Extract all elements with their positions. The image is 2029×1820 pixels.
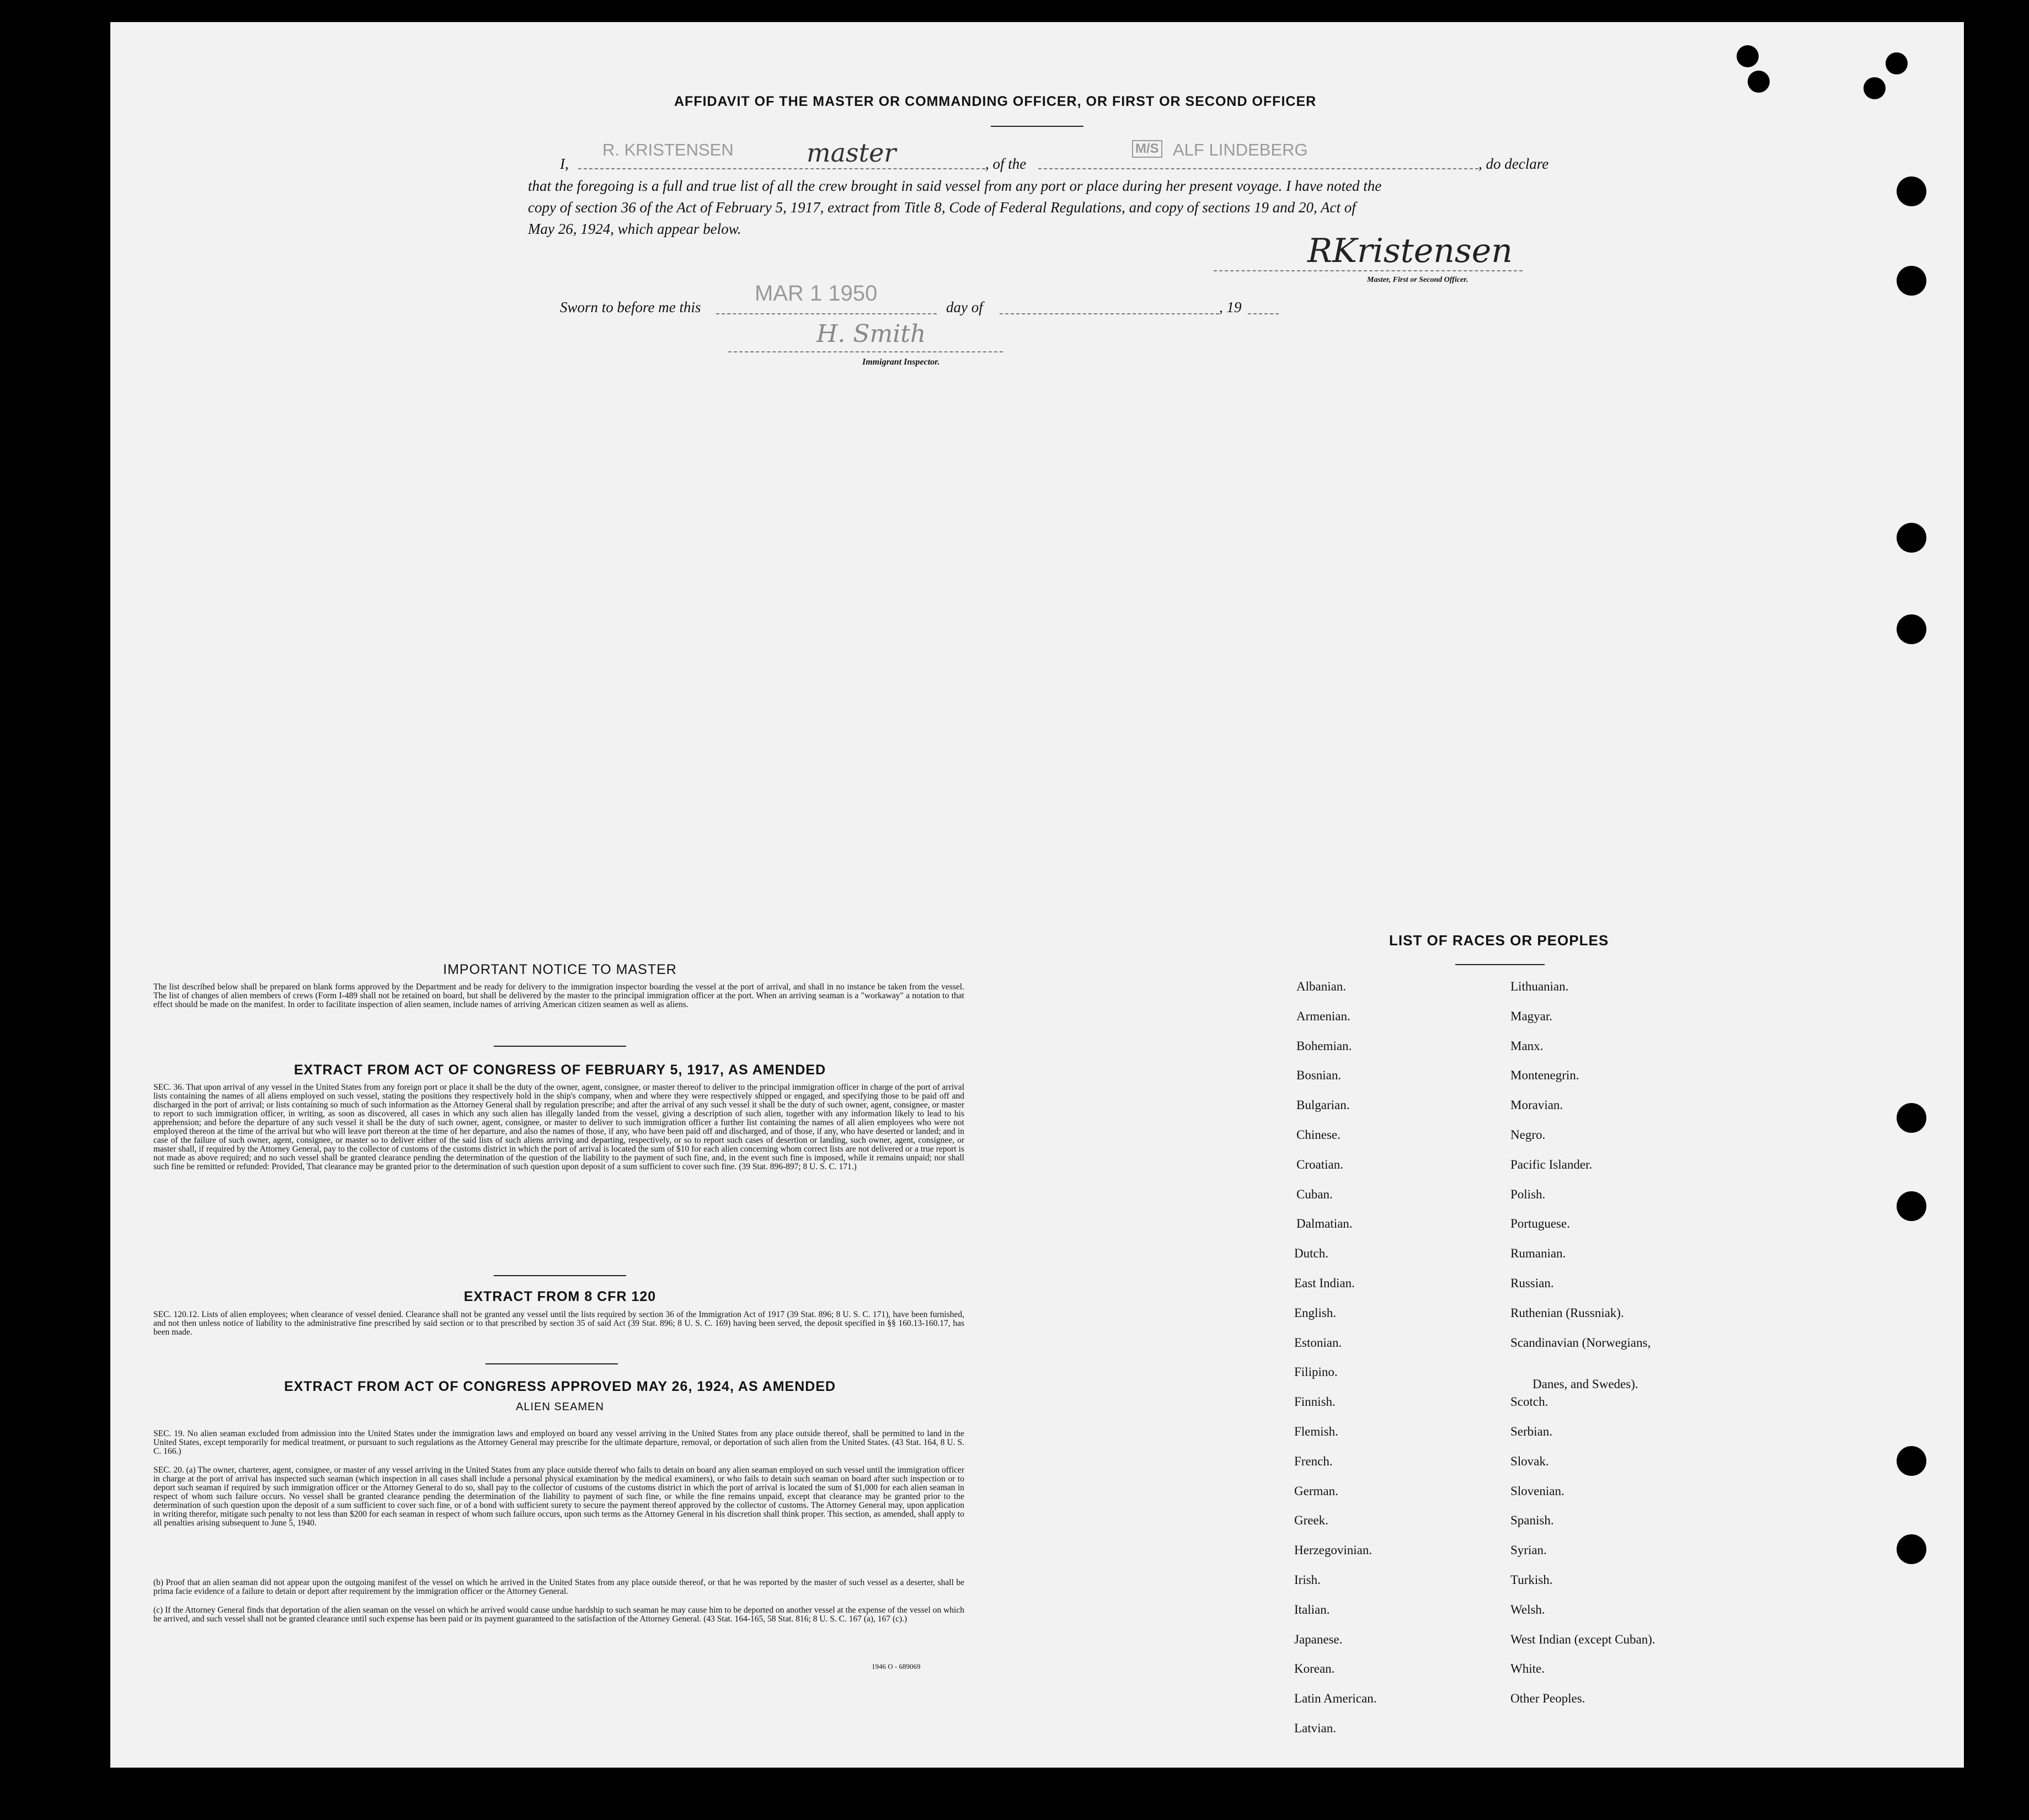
race-item: Dutch.	[1294, 1246, 1328, 1261]
master-name-stamp: R. KRISTENSEN	[602, 140, 734, 159]
inspector-line	[728, 351, 1003, 352]
extract-1917-title: EXTRACT FROM ACT OF CONGRESS OF FEBRUARY 5, 1917, AS AMENDED	[293, 1062, 826, 1078]
race-item: Ruthenian (Russniak).	[1510, 1305, 1624, 1320]
race-item: Chinese.	[1296, 1128, 1341, 1142]
title-rule	[991, 126, 1083, 127]
race-item: Serbian.	[1510, 1425, 1553, 1438]
race-item: Latvian.	[1294, 1721, 1336, 1735]
do-declare-text: , do declare	[1478, 156, 1549, 172]
race-item: Greek.	[1294, 1513, 1328, 1528]
race-item: Negro.	[1510, 1128, 1546, 1142]
vessel-prefix-stamp: M/S	[1132, 140, 1162, 158]
punch-hole	[1897, 1446, 1926, 1476]
notice-text: The list described below shall be prepared on blank forms approved by the Department and be ready for delivery to the immigration inspector boarding the vessel at the port of arrival, and shall in no instance be taken from the vessel. The list of changes of alien members of crews (Form I-489 shall not be retained on board, but shall be delivered by the master to the principal immigration officer at the port. When an arriving seaman is a "workaway" a notation to that effect should be made on the manifest. In order to facilitate inspection of alien seamen, include names of arriving American citizen seamen as well as aliens.	[153, 982, 964, 1009]
race-item: Russian.	[1510, 1276, 1554, 1290]
month-fill-line	[1000, 313, 1219, 314]
extract-1924-sec20b: (b) Proof that an alien seaman did not appear upon the outgoing manifest of the vessel on which he arrived in the United States from any place outside thereof, or that he was reported by the master of such vessel as a deserter, shall be prima facie evidence of a failure to detain or deport after requirement by the immigration officer or the Attorney General.	[153, 1578, 964, 1596]
affidavit-i: I,	[560, 156, 569, 172]
punch-hole	[1897, 266, 1926, 296]
race-item: Flemish.	[1294, 1425, 1338, 1438]
extract-cfr-rule	[485, 1363, 618, 1364]
extract-cfr-title: EXTRACT FROM 8 CFR 120	[463, 1289, 656, 1304]
master-signature: RKristensen	[1307, 232, 1513, 270]
print-code: 1946 O - 689069	[872, 1662, 921, 1671]
race-item: Bohemian.	[1296, 1039, 1352, 1053]
punch-hole	[1748, 71, 1770, 93]
race-item: Scandinavian (Norwegians,	[1510, 1335, 1651, 1350]
race-item: Danes, and Swedes).	[1533, 1377, 1638, 1391]
vessel-name-stamp: ALF LINDEBERG	[1173, 140, 1308, 159]
race-item: Cuban.	[1296, 1187, 1333, 1201]
race-item: Japanese.	[1294, 1632, 1343, 1646]
race-item: Spanish.	[1510, 1513, 1554, 1528]
punch-hole	[1897, 1191, 1926, 1221]
extract-1924-sec19: SEC. 19. No alien seaman excluded from admission into the United States under the immigration laws and employed on board any vessel arriving in the United States from any place outside thereof, shall be permitted to land in the United States, except temporarily for medical treatment, or pursuant to such regulations as the Attorney General may prescribe for the ultimate departure, removal, or deportation of such alien from the United States. (43 Stat. 164, 8 U. S. C. 166.)	[153, 1429, 964, 1456]
race-item: West Indian (except Cuban).	[1510, 1632, 1656, 1646]
punch-hole	[1737, 45, 1759, 67]
punch-hole	[1897, 523, 1926, 553]
notice-rule	[494, 1046, 626, 1047]
race-item: Slovenian.	[1510, 1484, 1565, 1498]
name-fill-line	[578, 168, 985, 169]
punch-hole	[1897, 176, 1926, 206]
race-item: Moravian.	[1510, 1098, 1563, 1112]
race-item: Manx.	[1510, 1039, 1544, 1053]
extract-1924-sec20c: (c) If the Attorney General finds that deportation of the alien seaman on the vessel on which he arrived would cause undue hardship to such seaman he may cause him to be deported on another vessel at the expense of the vessel on which he arrived, and such vessel shall not be granted clearance until such expense has been paid or its payment guaranteed to the satisfaction of the Attorney General. (43 Stat. 164-165, 58 Stat. 816; 8 U. S. C. 167 (a), 167 (c).)	[153, 1605, 964, 1624]
race-item: Estonian.	[1294, 1335, 1342, 1350]
race-item: Scotch.	[1510, 1395, 1549, 1409]
vessel-fill-line	[1038, 168, 1478, 169]
races-title: LIST OF RACES OR PEOPLES	[1389, 932, 1609, 949]
day-of-text: day of	[946, 299, 983, 315]
race-item: Welsh.	[1510, 1602, 1545, 1616]
race-item: Portuguese.	[1510, 1217, 1570, 1231]
race-item: Magyar.	[1510, 1009, 1553, 1023]
race-item: English.	[1294, 1305, 1337, 1320]
sworn-date-line	[716, 313, 937, 314]
punch-hole	[1864, 77, 1886, 99]
punch-hole	[1897, 614, 1926, 644]
race-item: Pacific Islander.	[1510, 1157, 1593, 1171]
signature-line	[1214, 270, 1523, 271]
races-rule	[1455, 964, 1545, 965]
race-item: Turkish.	[1510, 1573, 1553, 1587]
race-item: East Indian.	[1294, 1276, 1355, 1290]
master-caption: Master, First or Second Officer.	[1367, 276, 1469, 284]
notice-title: IMPORTANT NOTICE TO MASTER	[443, 962, 677, 977]
affidavit-line-3: copy of section 36 of the Act of February 5, 1917, extract from Title 8, Code of Federal Regulations, and copy of sections 19 and 20, Act of	[528, 199, 1356, 216]
punch-hole	[1897, 1534, 1926, 1564]
race-item: Bulgarian.	[1296, 1098, 1350, 1112]
race-item: Finnish.	[1294, 1395, 1336, 1409]
affidavit-title: AFFIDAVIT OF THE MASTER OR COMMANDING OFFICER, OR FIRST OR SECOND OFFICER	[674, 94, 1317, 109]
extract-1917-rule	[494, 1275, 626, 1276]
race-item: Bosnian.	[1296, 1068, 1342, 1083]
race-item: Italian.	[1294, 1602, 1330, 1616]
race-item: Korean.	[1294, 1662, 1335, 1676]
race-item: Lithuanian.	[1510, 979, 1569, 993]
affidavit-line-2: that the foregoing is a full and true list of all the crew brought in said vessel from any port or place during her present voyage. I have noted the	[528, 178, 1382, 194]
race-item: Montenegrin.	[1510, 1068, 1579, 1083]
extract-1924-sec20a: SEC. 20. (a) The owner, charterer, agent, consignee, or master of any vessel arriving in the United States from any place outside thereof who fails to detain on board any alien seaman employed on such vessel until the immigration officer in charge at the port of arrival has inspected such seaman (which inspection in all cases shall include a personal physical examination by the medical examiners), or who fails to detain such seaman on board after such inspection or to deport such seaman if required by such immigration officer or the Attorney General to do so, shall pay to the collector of customs of the customs district in which the port of arrival is located the sum of $1,000 for each alien seaman in respect of whom such failure occurs. No vessel shall be granted clearance pending the determination of the liability to payment of such fine, or while the fine remains unpaid, except that clearance may be granted prior to the determination of such question upon the deposit of a sum sufficient to cover such fine, or of a bond with sufficient surety to secure the payment thereof approved by the collector of customs. The Attorney General may, upon application in writing therefor, mitigate such penalty to not less than $200 for each seaman in respect of whom such failure occurs, upon such terms as the Attorney General in his discretion shall think proper. This section, as amended, shall apply to all penalties arising subsequent to June 5, 1940.	[153, 1465, 964, 1528]
inspector-signature: H. Smith	[816, 320, 926, 348]
extract-cfr-text: SEC. 120.12. Lists of alien employees; when clearance of vessel denied. Clearance shall not be granted any vessel until the lists required by section 36 of the Immigration Act of 1917 (39 Stat. 896; 8 U. S. C. 171), have been furnished, and not then unless notice of liability to the administrative fine prescribed by said section or to that prescribed by section 35 of said Act (39 Stat. 896; 8 U. S. C. 169) having been served, the deposit specified in §§ 160.13-160.17, has been made.	[153, 1310, 964, 1337]
race-item: Croatian.	[1296, 1157, 1343, 1171]
year-fill-line	[1248, 313, 1279, 314]
year-text: , 19	[1219, 299, 1242, 315]
race-item: Albanian.	[1296, 979, 1347, 993]
race-item: Irish.	[1294, 1573, 1321, 1587]
punch-hole	[1897, 1103, 1926, 1133]
race-item: German.	[1294, 1484, 1338, 1498]
extract-1917-text: SEC. 36. That upon arrival of any vessel in the United States from any foreign port or place it shall be the duty of the owner, agent, consignee, or master thereof to deliver to the principal immigration officer in charge of the port of arrival lists containing the names of all aliens employed on such vessel, stating the positions they respectively hold in the ship's company, when and where they were respectively shipped or engaged, and specifying those to be paid off and discharged in the port of arrival; or lists containing so much of such information as the Attorney General shall by regulation prescribe; and after the arrival of any such vessel it shall be the duty of such owner, agent, consignee, or master to report to such immigration officer, in writing, as soon as discovered, all cases in which any such alien has illegally landed from the vessel, giving a description of such alien, together with any information likely to lead to his apprehension; and before the departure of any such vessel it shall be the duty of such owner, agent, consignee, or master to deliver to such immigration officer a further list containing the names of all alien employees who were not employed thereon at the time of the arrival but who will leave port thereon at the time of her departure, and also the names of those, if any, who have been paid off and discharged, and of those, if any, who have deserted or landed; and in case of the failure of such owner, agent, consignee, or master so to deliver either of the said lists of such aliens arriving and departing, respectively, or so to report such cases of desertion or landing, such owner, agent, consignee, or master shall, if required by the Attorney General, pay to the collector of customs of the customs district in which the port of arrival is located the sum of $10 for each alien concerning whom correct lists are not delivered or a true report is not made as above required; and no such vessel shall be granted clearance pending the determination of the question of the liability to the payment of such fine, and, in the event such fine is imposed, while it remains unpaid; nor shall such fine be remitted or refunded: Provided, That clearance may be granted prior to the determination of such question upon deposit of a sum sufficient to cover such fine. (39 Stat. 896-897; 8 U. S. C. 171.)	[153, 1083, 964, 1171]
race-item: Polish.	[1510, 1187, 1546, 1201]
race-item: Armenian.	[1296, 1009, 1350, 1023]
race-item: Syrian.	[1510, 1543, 1547, 1557]
of-the-text: , of the	[985, 156, 1027, 172]
sworn-text: Sworn to before me this	[560, 299, 701, 315]
race-item: Rumanian.	[1510, 1246, 1566, 1261]
punch-hole	[1886, 52, 1908, 74]
rank-handwritten: master	[807, 138, 896, 168]
race-item: Slovak.	[1510, 1454, 1549, 1468]
inspector-caption: Immigrant Inspector.	[862, 357, 940, 367]
race-item: Herzegovinian.	[1294, 1543, 1373, 1557]
race-item: Latin American.	[1294, 1691, 1377, 1706]
affidavit-line-4: May 26, 1924, which appear below.	[528, 221, 741, 237]
race-item: White.	[1510, 1662, 1545, 1676]
race-item: French.	[1294, 1454, 1333, 1468]
alien-seamen-subtitle: ALIEN SEAMEN	[516, 1401, 604, 1413]
race-item: Filipino.	[1294, 1365, 1338, 1379]
race-item: Dalmatian.	[1296, 1217, 1353, 1231]
sworn-date-stamp: MAR 1 1950	[755, 281, 878, 306]
race-item: Other Peoples.	[1510, 1691, 1585, 1706]
extract-1924-title: EXTRACT FROM ACT OF CONGRESS APPROVED MAY 26, 1924, AS AMENDED	[284, 1379, 836, 1394]
